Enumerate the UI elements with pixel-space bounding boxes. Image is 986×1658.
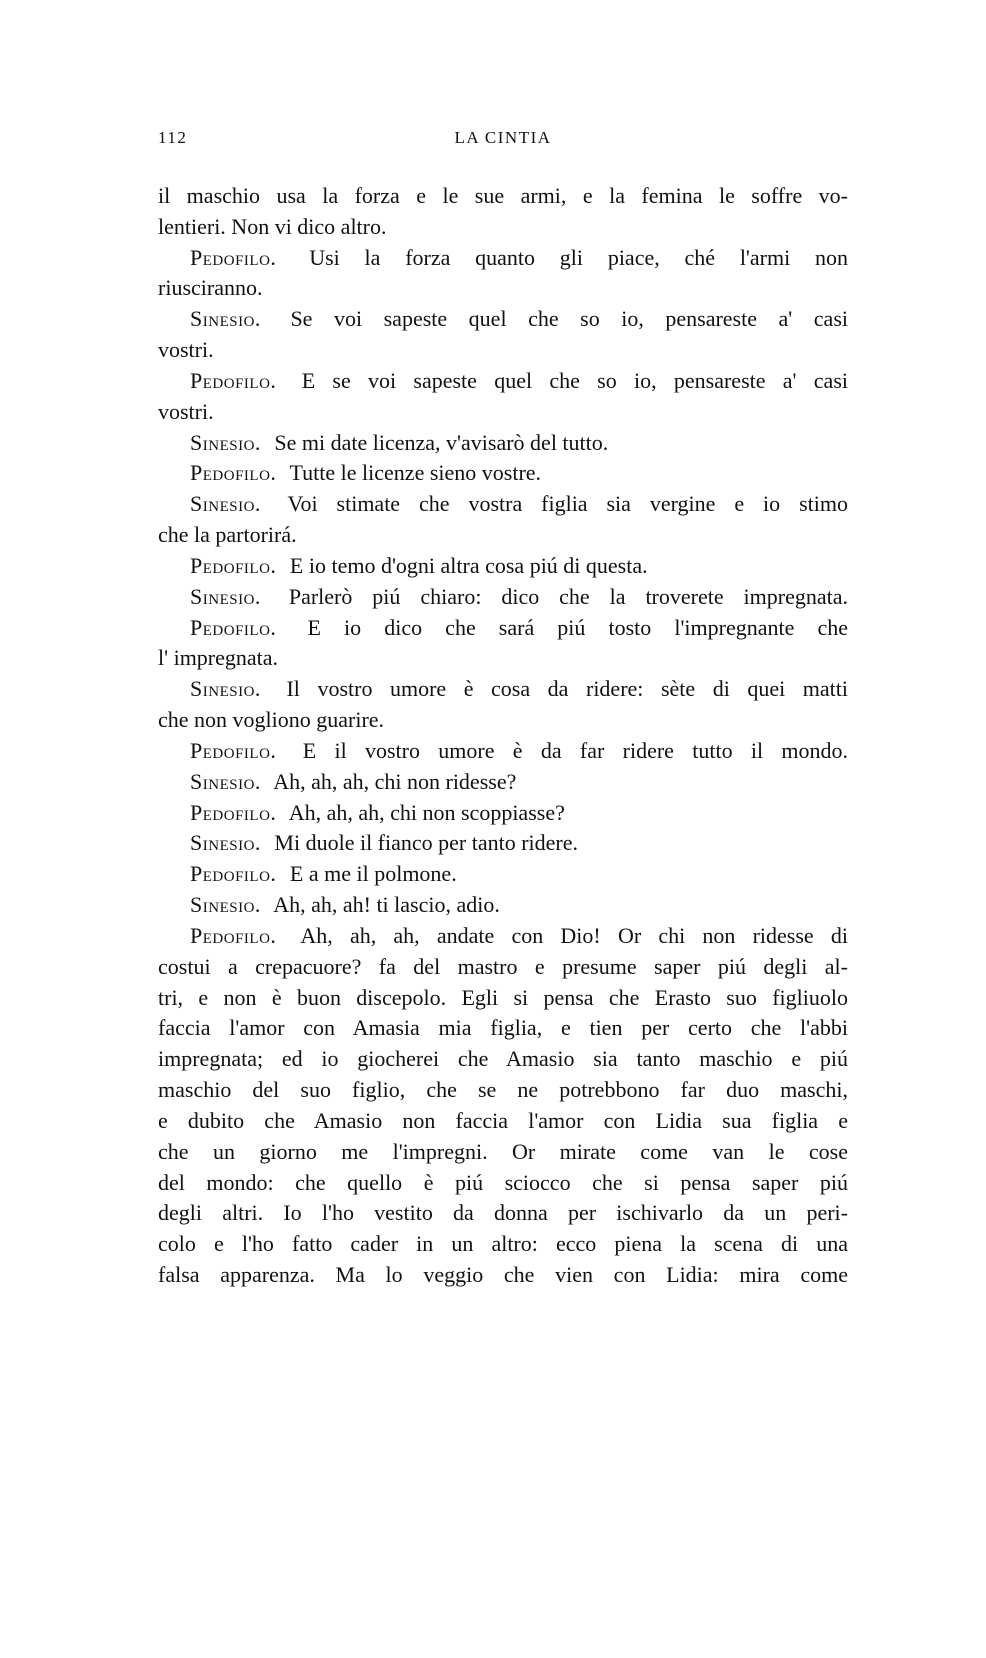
line-text: Parlerò piú chiaro: dico che la troverete impregnata. — [288, 583, 848, 609]
dialogue-line — [190, 552, 848, 580]
text-line — [158, 398, 848, 426]
line-text: Ah, ah, ah! ti lascio, adio. — [273, 892, 500, 918]
text-line — [158, 706, 848, 734]
text-line — [158, 1014, 848, 1042]
speaker-name: Pedofilo. — [190, 614, 277, 640]
speaker-name: Pedofilo. — [190, 737, 277, 763]
speaker-name: Sinesio. — [190, 892, 261, 918]
line-text: che non vogliono guarire. — [158, 707, 385, 733]
dialogue-line — [190, 675, 848, 703]
text-line — [158, 984, 848, 1012]
line-text: lentieri. Non vi dico altro. — [158, 213, 387, 239]
running-title: LA CINTIA — [454, 128, 552, 147]
dialogue-line — [190, 305, 848, 333]
line-text: vostri. — [158, 337, 214, 363]
text-line — [158, 1076, 848, 1104]
dialogue-line — [190, 799, 848, 827]
speaker-name: Pedofilo. — [190, 244, 277, 270]
text-line — [158, 521, 848, 549]
dialogue-line — [190, 614, 848, 642]
speaker-name: Pedofilo. — [190, 552, 277, 578]
dialogue-line — [190, 829, 848, 857]
speaker-name: Pedofilo. — [190, 922, 277, 948]
dialogue-line — [190, 459, 848, 487]
line-text: riusciranno. — [158, 275, 263, 301]
line-text: vostri. — [158, 398, 214, 424]
dialogue-line — [190, 860, 848, 888]
speaker-name: Sinesio. — [190, 768, 261, 794]
line-text: Voi stimate che vostra figlia sia vergine e io stimo — [287, 491, 848, 517]
dialogue-line — [190, 891, 848, 919]
line-text: E il vostro umore è da far ridere tutto il mondo. — [302, 737, 848, 763]
line-text: colo e l'ho fatto cader in un altro: ecco piena la scena di una — [158, 1231, 848, 1257]
speaker-name: Pedofilo. — [190, 861, 277, 887]
line-text: Usi la forza quanto gli piace, ché l'armi non — [309, 244, 848, 270]
speaker-name: Sinesio. — [190, 306, 261, 332]
speaker-name: Pedofilo. — [190, 799, 277, 825]
text-line — [158, 182, 848, 210]
line-text: Il vostro umore è cosa da ridere: sète di quei matti — [286, 676, 848, 702]
line-text: impregnata; ed io giocherei che Amasio sia tanto maschio e piú — [158, 1046, 848, 1072]
speaker-name: Pedofilo. — [190, 367, 277, 393]
line-text: Ah, ah, ah, andate con Dio! Or chi non ridesse di — [300, 922, 848, 948]
line-text: costui a crepacuore? fa del mastro e presume saper piú degli al- — [158, 953, 848, 979]
text-line — [158, 1107, 848, 1135]
dialogue-line — [190, 922, 848, 950]
text-line — [158, 336, 848, 364]
line-text: Se mi date licenza, v'avisarò del tutto. — [274, 429, 609, 455]
text-line — [158, 274, 848, 302]
page-number: 112 — [158, 128, 188, 147]
line-text: Tutte le licenze sieno vostre. — [289, 460, 542, 486]
line-text: Mi duole il fianco per tanto ridere. — [274, 830, 579, 856]
dialogue-line — [190, 583, 848, 611]
speaker-name: Sinesio. — [190, 830, 261, 856]
text-line — [158, 1045, 848, 1073]
speaker-name: Sinesio. — [190, 429, 261, 455]
line-text: Ah, ah, ah, chi non scoppiasse? — [288, 799, 565, 825]
line-text: Se voi sapeste quel che so io, pensareste a' casi — [290, 306, 848, 332]
line-text: e dubito che Amasio non faccia l'amor con Lidia sua figlia e — [158, 1107, 848, 1133]
dialogue-line — [190, 768, 848, 796]
dialogue-line — [190, 490, 848, 518]
line-text: che la partorirá. — [158, 522, 297, 548]
text-line — [158, 1199, 848, 1227]
line-text: il maschio usa la forza e le sue armi, e la femina le soffre vo- — [158, 183, 848, 208]
speaker-name: Pedofilo. — [190, 460, 277, 486]
line-text: che un giorno me l'impregni. Or mirate come van le cose — [158, 1138, 848, 1164]
line-text: del mondo: che quello è piú sciocco che si pensa saper piú — [158, 1169, 848, 1195]
text-line — [158, 1261, 848, 1289]
line-text: E io temo d'ogni altra cosa piú di questa. — [289, 552, 648, 578]
text-line — [158, 644, 848, 672]
line-text: l' impregnata. — [158, 645, 279, 671]
dialogue-line — [190, 367, 848, 395]
dialogue-line — [190, 244, 848, 272]
line-text: falsa apparenza. Ma lo veggio che vien con Lidia: mira come — [158, 1262, 848, 1288]
speaker-name: Sinesio. — [190, 676, 261, 702]
line-text: E io dico che sará piú tosto l'impregnante che — [307, 614, 848, 640]
line-text: faccia l'amor con Amasia mia figlia, e tien per certo che l'abbi — [158, 1015, 848, 1041]
text-line — [158, 213, 848, 241]
speaker-name: Sinesio. — [190, 583, 261, 609]
line-text: maschio del suo figlio, che se ne potrebbono far duo maschi, — [158, 1077, 848, 1103]
text-line — [158, 1169, 848, 1197]
line-text: E a me il polmone. — [289, 861, 457, 887]
line-text: Ah, ah, ah, chi non ridesse? — [273, 768, 517, 794]
line-text: E se voi sapeste quel che so io, pensareste a' casi — [301, 367, 848, 393]
text-line — [158, 1230, 848, 1258]
dialogue-line — [190, 737, 848, 765]
text-line — [158, 953, 848, 981]
line-text: degli altri. Io l'ho vestito da donna per ischivarlo da un peri- — [158, 1200, 848, 1226]
text-line — [158, 1138, 848, 1166]
line-text: tri, e non è buon discepolo. Egli si pensa che Erasto suo figliuolo — [158, 984, 848, 1010]
dialogue-line — [190, 429, 848, 457]
speaker-name: Sinesio. — [190, 491, 261, 517]
